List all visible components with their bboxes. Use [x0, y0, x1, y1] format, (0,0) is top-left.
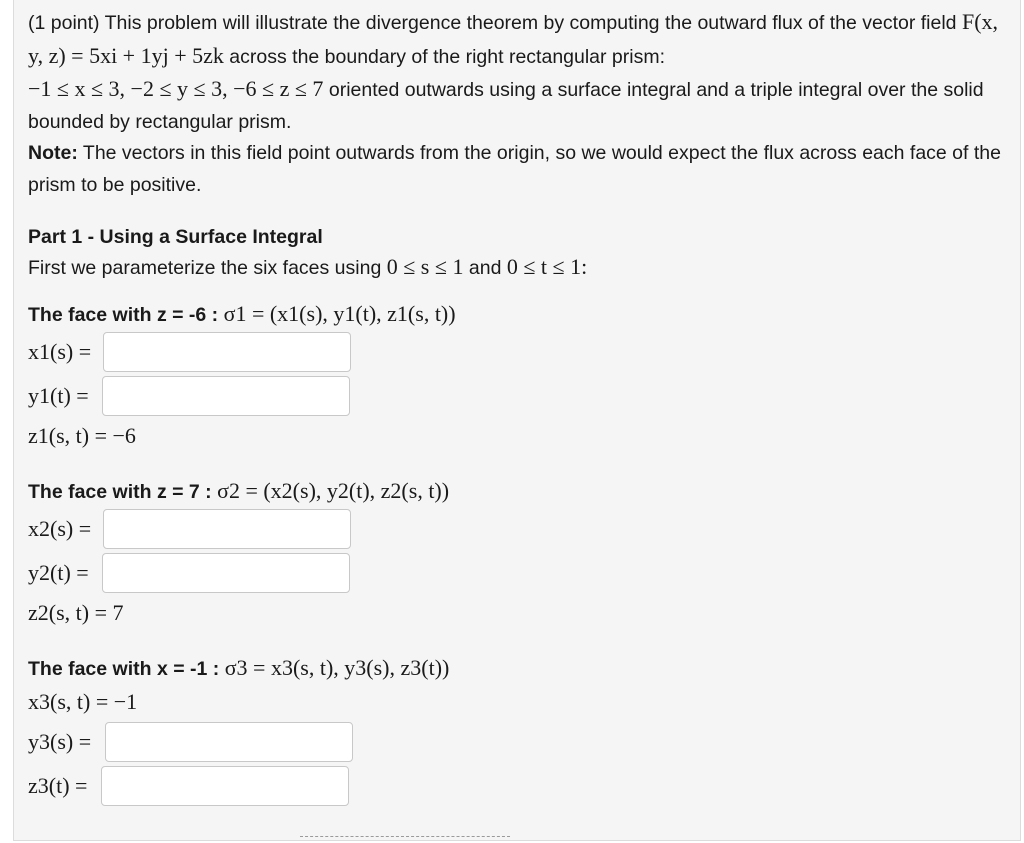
part1-title: Part 1 - Using a Surface Integral — [28, 226, 323, 248]
face2-y-label: y2(t) = — [28, 559, 89, 585]
face-sigma-1: σ1 = (x1(s), y1(t), z1(s, t)) — [223, 300, 456, 326]
face2-x-row — [28, 507, 1006, 551]
face2-x-label: x2(s) = — [28, 515, 92, 541]
face-block-3 — [28, 653, 1006, 808]
face-block-2 — [28, 476, 1006, 631]
face1-z-value: z1(s, t) = −6 — [28, 422, 136, 448]
face3-z-input[interactable] — [101, 766, 349, 806]
face3-z-row — [28, 764, 1006, 808]
face2-y-input[interactable] — [102, 553, 350, 593]
face-block-1 — [28, 299, 1006, 454]
face1-x-label: x1(s) = — [28, 338, 92, 364]
face3-x-row — [28, 684, 1006, 720]
prism-bounds-expression: −1 ≤ x ≤ 3, −2 ≤ y ≤ 3, −6 ≤ z ≤ 7 — [28, 76, 324, 101]
face3-x-value: x3(s, t) = −1 — [28, 688, 138, 714]
face3-y-input[interactable] — [105, 722, 353, 762]
t-range: 0 ≤ t ≤ 1: — [506, 254, 588, 279]
face3-y-label: y3(s) = — [28, 728, 92, 754]
face-label-2: The face with z = 7 : — [28, 480, 212, 503]
face1-z-row — [28, 418, 1006, 454]
face-heading-1 — [28, 299, 1006, 330]
face1-x-input[interactable] — [103, 332, 351, 372]
part1-lead-text: First we parameterize the six faces using — [28, 257, 382, 279]
face1-y-row — [28, 374, 1006, 418]
intro-lead: (1 point) This problem will illustrate the divergence theorem by computing the outward flux of the vector field — [28, 12, 957, 34]
face-heading-2 — [28, 476, 1006, 507]
face1-x-row — [28, 330, 1006, 374]
cut-off-next-line — [300, 836, 510, 837]
face2-z-row — [28, 595, 1006, 631]
face-sigma-2: σ2 = (x2(s), y2(t), z2(s, t)) — [217, 477, 450, 503]
part1-lead — [28, 251, 1006, 285]
problem-intro — [28, 6, 1006, 138]
and-word: and — [468, 257, 502, 279]
intro-tail: oriented outwards using a surface integral and a triple integral over the solid bounded by rectangular prism. — [28, 79, 984, 133]
face3-z-label: z3(t) = — [28, 772, 88, 798]
face1-y-label: y1(t) = — [28, 382, 89, 408]
face2-z-value: z2(s, t) = 7 — [28, 599, 124, 625]
s-range: 0 ≤ s ≤ 1 — [386, 254, 464, 279]
note-text: The vectors in this field point outwards from the origin, so we would expect the flux across each face of the prism to be positive. — [28, 142, 1001, 196]
face-label-3: The face with x = -1 : — [28, 657, 220, 680]
face2-x-input[interactable] — [103, 509, 351, 549]
face-label-1: The face with z = -6 : — [28, 303, 219, 326]
face-sigma-3: σ3 = x3(s, t), y3(s), z3(t)) — [224, 654, 450, 680]
note-label: Note: — [28, 142, 78, 164]
vector-field-expression: F(x, y, z) = 5xi + 1yj + 5zk — [28, 9, 999, 68]
note — [28, 138, 1006, 201]
face-heading-3 — [28, 653, 1006, 684]
intro-mid: across the boundary of the right rectangular prism: — [229, 45, 666, 68]
problem-panel — [13, 0, 1021, 841]
face3-y-row — [28, 720, 1006, 764]
face1-y-input[interactable] — [102, 376, 350, 416]
face2-y-row — [28, 551, 1006, 595]
